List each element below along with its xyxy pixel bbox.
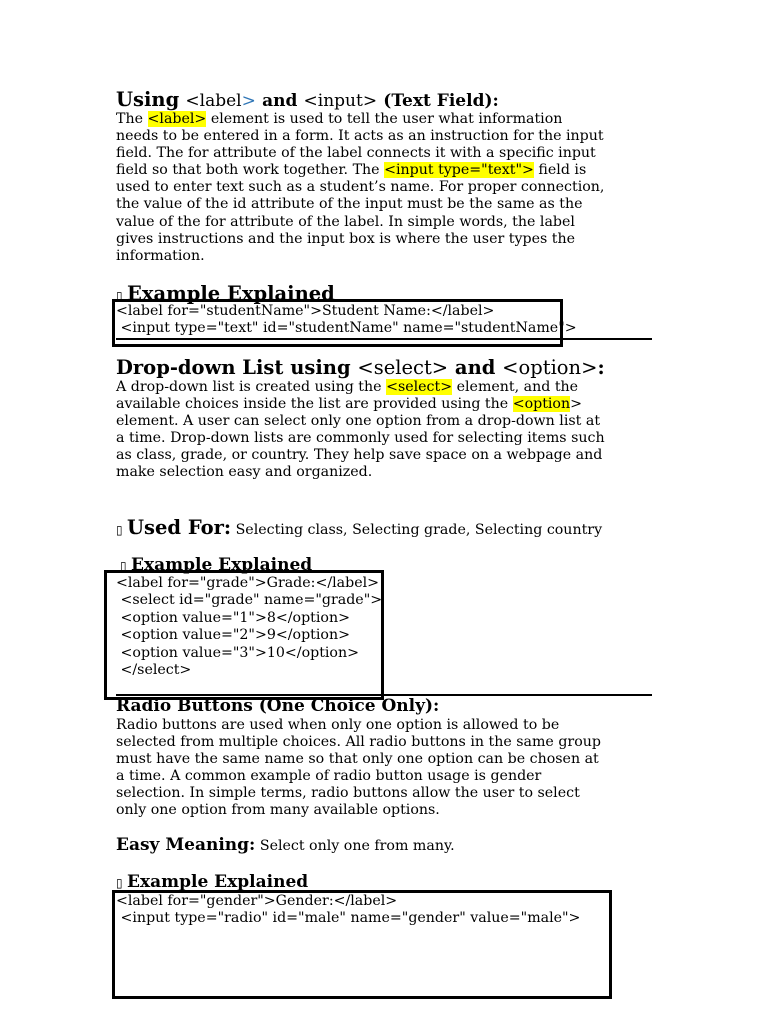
code-line: <option value="2">9</option> <box>116 627 350 644</box>
code-line: <input type="text" id="studentName" name="studentName"> <box>116 320 577 337</box>
code-line: <label for="gender">Gender:</label> <box>116 893 398 909</box>
heading-using: Using <box>116 88 180 111</box>
highlight-select: <select> <box>386 379 453 395</box>
section1-code <box>116 303 577 338</box>
section2-heading: Drop-down List using <select> and <option>: <box>116 356 605 379</box>
section2-used-for: ▯ Used For: Selecting class, Selecting grade, Selecting country <box>116 516 603 539</box>
heading-and: and <box>262 91 298 111</box>
section3-easy-meaning: Easy Meaning: Select only one from many. <box>116 835 455 855</box>
heading-label-tag: <label> <box>185 91 256 111</box>
missing-glyph-icon: ▯ <box>120 559 127 573</box>
code-line: <option value="1">8</option> <box>116 609 350 626</box>
section1-example-heading: ▯ Example Explained <box>116 282 335 305</box>
section2-code <box>116 575 382 679</box>
section1-paragraph: The <label> element is used to tell the user what information needs to be entered in a form. It acts as an instruction for the input field. The for attribute of the label connects it with a specific input field so that both work together. The <input type="text"> field is used to enter text such as a student’s name. For proper connection, the value of the id attribute of the input must be the same as the value of the for attribute of the label. In simple words, the label gives instructions and the input box is where the user types the information. <box>116 111 605 264</box>
section1-heading <box>116 88 499 111</box>
section3-code <box>116 893 580 928</box>
highlight-option: <option <box>512 396 571 413</box>
code-line: <select id="grade" name="grade"> <box>116 592 383 609</box>
section3-example-heading: ▯ Example Explained <box>116 872 309 892</box>
section3-heading: Radio Buttons (One Choice Only): <box>116 696 440 716</box>
highlight-label: <label> <box>147 111 207 127</box>
highlight-input-text: <input type="text"> <box>384 162 534 179</box>
code-line: <option value="3">10</option> <box>116 644 359 661</box>
code-line: <input type="radio" id="male" name="gender" value="male"> <box>116 910 581 927</box>
section2-paragraph: A drop-down list is created using the <select> element, and the available choices inside the list are provided using the <option> element. A user can select only one option from a drop-down list at a time. Drop-down lists are commonly used for selecting items such as class, grade, or country. They help save space on a webpage and make selection easy and organized. <box>116 379 605 481</box>
heading-suffix: (Text Field): <box>383 91 499 111</box>
section1-divider <box>116 338 652 340</box>
section2-example-heading: ▯ Example Explained <box>120 555 313 575</box>
heading-input-tag: <input> <box>303 91 378 111</box>
missing-glyph-icon: ▯ <box>116 289 123 303</box>
section3-paragraph: Radio buttons are used when only one option is allowed to be selected from multiple choices. All radio buttons in the same group must have the same name so that only one option can be chosen at a time. A common example of radio button usage is gender selection. In simple terms, radio buttons allow the user to select only one option from many available options. <box>116 717 601 819</box>
code-line: </select> <box>116 662 192 679</box>
code-line: <label for="grade">Grade:</label> <box>116 575 380 591</box>
code-line: <label for="studentName">Student Name:</label> <box>116 303 495 319</box>
missing-glyph-icon: ▯ <box>116 876 123 890</box>
missing-glyph-icon: ▯ <box>116 523 123 537</box>
